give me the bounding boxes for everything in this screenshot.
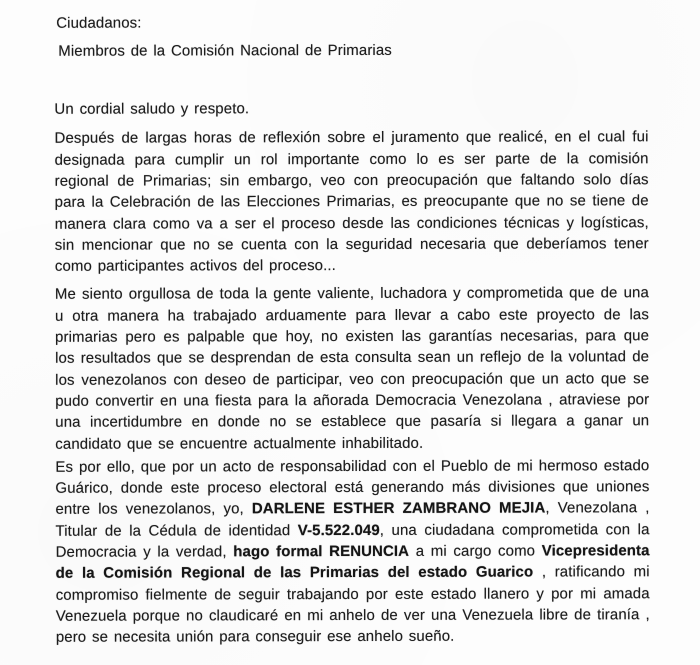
resignation-letter [54, 11, 650, 648]
bold-text-run: Vicepresidenta de la Comisión Regional de las Primarias del estado Guarico [55, 542, 650, 583]
letter-paragraph [55, 455, 649, 648]
text-run: Me siento orgullosa de toda la gente valiente, luchadora y comprometida que de una u otra manera ha trabajado arduamente para llevar a cabo este proyecto de las primarias pero es palpable que hoy, no existen las garantías necesarias, para que los resultados que se desprendan de esta consulta sean un reflejo de la voluntad de los venezolanos con deseo de participar, veo con preocupación que un acto que se pudo convertir en una fiesta para la añorada Democracia Venezolana , atraviese por una incertidumbre en donde no se establece que pasaría si llegara a ganar un candidato que se encuentre actualmente inhabilitado. [54, 284, 650, 453]
bold-text-run: hago formal RENUNCIA [233, 542, 410, 561]
text-run: , una ciudadana comprometida con la Democracia y la verdad, [55, 520, 650, 561]
letter-body [54, 127, 649, 649]
text-run: a mi cargo como [409, 542, 542, 560]
letter-paragraph [55, 283, 649, 455]
greeting-line: Un cordial saludo y respeto. [54, 99, 250, 118]
bold-text-run: V-5.522.049 [297, 521, 380, 539]
text-run: Después de largas horas de reflexión sobre el juramento que realicé, en el cual fui designada para cumplir un rol importante como lo es ser parte de la comisión regional de Primarias; sin embargo, veo con preocupación que faltando solo días para la Celebración de las Elecciones Primarias, es preocupante que no se tiene de manera clara como va a ser el proceso desde las condiciones técnicas y logísticas, sin mencionar que no se cuenta con la seguridad necesaria que deberíamos tener como participantes activos del proceso... [54, 128, 649, 275]
text-run: , Venezolana , Titular de la Cédula de identidad [55, 499, 650, 540]
bold-text-run: DARLENE ESTHER ZAMBRANO MEJIA [251, 499, 546, 518]
text-run: , ratificando mi compromiso fielmente de seguir trabajando por este estado llanero y por mi amada Venezuela porque no claudicaré en mi anhelo de ver una Venezuela libre de tiranía , pero se necesita unión para conseguir ese anhelo sueño. [55, 563, 650, 646]
recipient-line: Miembros de la Comisión Nacional de Primarias [58, 41, 392, 60]
text-run: Es por ello, que por un acto de responsabilidad con el Pueblo de mi hermoso estado Guárico, donde este proceso electoral está generando más divisiones que uniones entre los venezolanos, yo, [55, 457, 650, 519]
salutation-label: Ciudadanos: [56, 14, 142, 32]
letter-paragraph [54, 127, 648, 278]
